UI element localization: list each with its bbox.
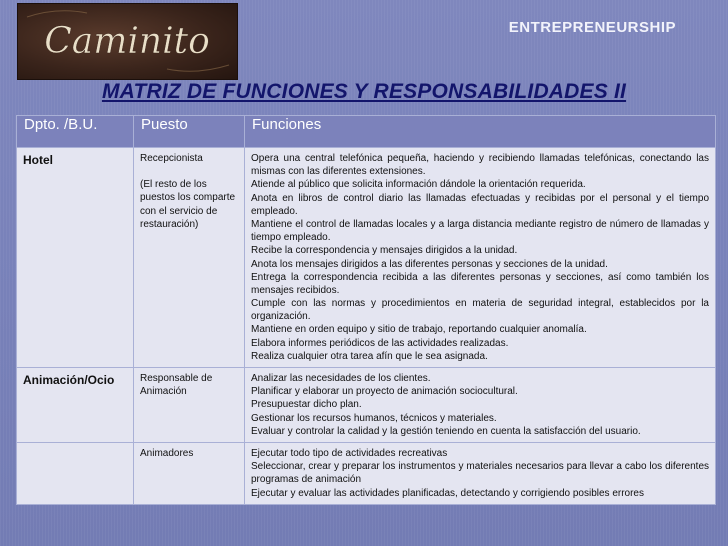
- funcion-item: Recibe la correspondencia y mensajes dirigidos a la unidad.: [251, 245, 518, 257]
- brand-label: ENTREPRENEURSHIP: [508, 19, 676, 36]
- funcion-item: Ejecutar y evaluar las actividades planificadas, detectando y corrigiendo posibles errores: [251, 487, 644, 499]
- puesto-name: Recepcionista: [140, 153, 203, 164]
- table-header-row: [17, 116, 716, 148]
- funciones-cell: [245, 148, 716, 368]
- page-title: MATRIZ DE FUNCIONES Y RESPONSABILIDADES II: [101, 80, 627, 103]
- dept-cell: Hotel: [17, 148, 134, 368]
- funciones-cell: [245, 368, 716, 443]
- funcion-item: Seleccionar, crear y preparar los instrumentos y materiales necesarios para llevar a cabo los diferentes programas de animación: [251, 461, 709, 486]
- funcion-item: Analizar las necesidades de los clientes.: [251, 373, 431, 384]
- column-header-dept: Dpto. /B.U.: [17, 116, 134, 148]
- puesto-cell: [134, 442, 245, 504]
- table-row: [17, 368, 716, 443]
- puesto-note: (El resto de los puestos los comparte con el servicio de restauración): [140, 179, 236, 230]
- funcion-item: Mantiene el control de llamadas locales y a larga distancia mediante registro de número de llamadas y tiempo empleado.: [251, 218, 709, 244]
- functions-matrix-table: [16, 115, 716, 505]
- funcion-item: Cumple con las normas y procedimientos en materia de seguridad integral, establecidos por la organización.: [251, 298, 709, 323]
- logo-text: Caminito: [44, 21, 210, 62]
- puesto-cell: [134, 368, 245, 443]
- puesto-name: Animadores: [140, 447, 194, 459]
- table-row: [17, 442, 716, 504]
- funcion-item: Ejecutar todo tipo de actividades recreativas: [251, 447, 448, 459]
- funcion-item: Planificar y elaborar un proyecto de animación sociocultural.: [251, 386, 518, 398]
- funciones-cell: [245, 442, 716, 504]
- funcion-item: Opera una central telefónica pequeña, haciendo y recibiendo llamadas telefónicas, conectando las mismas con las diferentes extensiones.: [251, 153, 709, 178]
- table-row: [17, 148, 716, 368]
- funcion-item: Elabora informes periódicos de las actividades realizadas.: [251, 337, 509, 349]
- funcion-item: Evaluar y controlar la calidad y la gestión teniendo en cuenta la satisfacción del usuario.: [251, 425, 641, 437]
- funcion-item: Anota los mensajes dirigidos a las diferentes personas y secciones de la unidad.: [251, 258, 608, 270]
- column-header-funciones: Funciones: [245, 116, 716, 148]
- dept-cell: Animación/Ocio: [17, 368, 134, 443]
- caminito-logo: [17, 3, 238, 80]
- funcion-item: Entrega la correspondencia recibida a las diferentes personas y secciones, así como también los mensajes recibidos.: [251, 271, 709, 296]
- funcion-item: Realiza cualquier otra tarea afín que le sea asignada.: [251, 350, 488, 362]
- funcion-item: Atiende al público que solicita información dándole la orientación requerida.: [251, 179, 586, 191]
- puesto-cell: [134, 148, 245, 368]
- puesto-name: Responsable de Animación: [140, 373, 213, 398]
- funcion-item: Gestionar los recursos humanos, técnicos y materiales.: [251, 412, 497, 424]
- funcion-item: Anota en libros de control diario las llamadas efectuadas y recibidas por el personal y el tiempo empleado.: [251, 192, 709, 217]
- dept-cell: [17, 442, 134, 504]
- logo-graphic: [17, 3, 238, 80]
- column-header-puesto: Puesto: [134, 116, 245, 148]
- funcion-item: Mantiene en orden equipo y sitio de trabajo, reportando cualquier anomalía.: [251, 324, 587, 336]
- funcion-item: Presupuestar dicho plan.: [251, 399, 362, 411]
